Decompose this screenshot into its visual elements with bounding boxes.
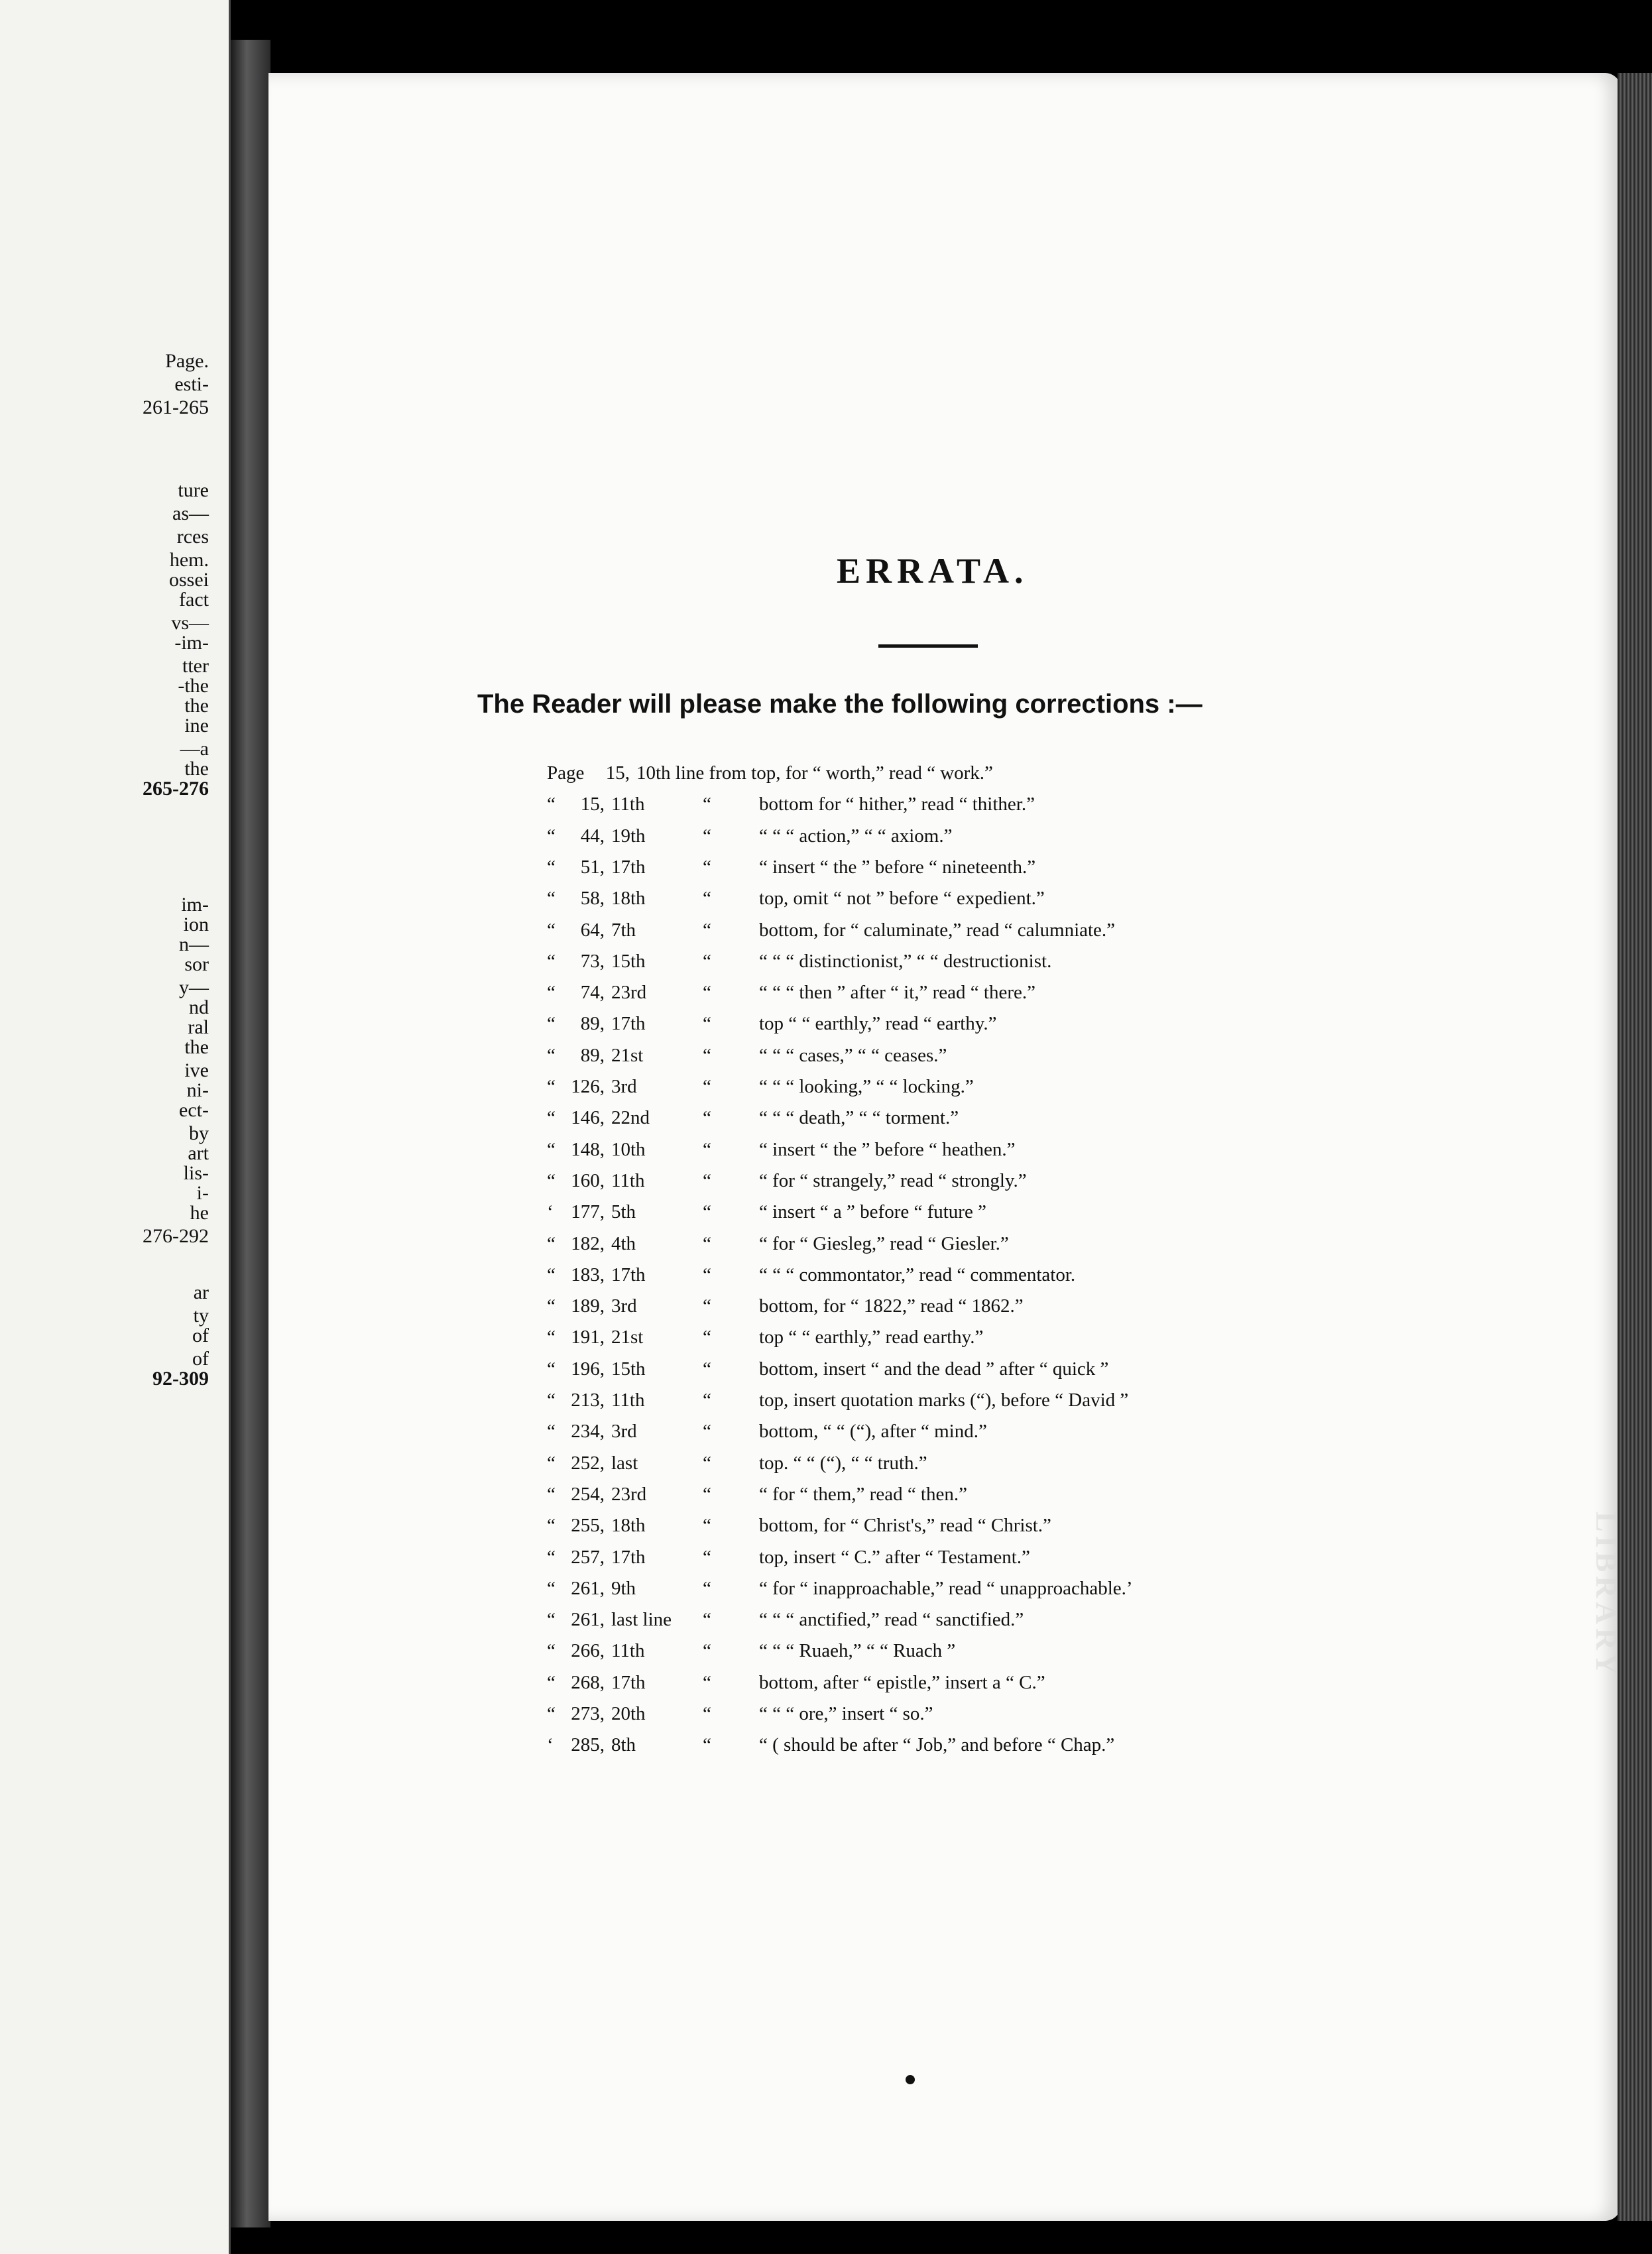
entry-mark: “ <box>547 1170 556 1191</box>
entry-mark: “ <box>547 982 556 1003</box>
left-page-line: -the <box>178 675 209 697</box>
left-page-line: fact <box>179 589 209 611</box>
errata-entry <box>0 794 1392 824</box>
errata-entry <box>0 1139 1392 1169</box>
page-title: ERRATA. <box>837 551 1029 591</box>
errata-entry <box>0 1703 1392 1734</box>
errata-entry <box>0 1264 1392 1295</box>
entry-line-ref: 21st <box>611 1327 644 1348</box>
left-page-line: nd <box>189 996 209 1018</box>
errata-entry <box>0 1201 1392 1232</box>
entry-line-ref: last <box>611 1453 638 1474</box>
entry-page-number: 261, <box>571 1609 605 1630</box>
errata-entry <box>0 1107 1392 1138</box>
errata-entry <box>0 1076 1392 1106</box>
left-page-line: ture <box>178 479 209 501</box>
left-page-line: n— <box>179 933 209 955</box>
entry-page-number: 44, <box>580 825 605 847</box>
errata-entry <box>0 857 1392 887</box>
entry-page-number: 51, <box>580 857 605 878</box>
entry-ditto: “ <box>703 1013 711 1034</box>
entry-correction: “ insert “ the ” before “ nineteenth.” <box>759 857 1036 878</box>
entry-line-ref: 18th <box>611 1515 646 1536</box>
entry-correction: bottom, after “ epistle,” insert a “ C.” <box>759 1672 1045 1693</box>
entry-page-number: 74, <box>580 982 605 1003</box>
errata-entry <box>0 1013 1392 1043</box>
entry-line-ref: 17th <box>611 1672 646 1693</box>
left-page-line: the <box>184 1036 209 1058</box>
entry-line-ref: 11th <box>611 1640 645 1661</box>
left-page-line: ar <box>193 1281 209 1303</box>
entry-mark: “ <box>547 951 556 972</box>
entry-line-ref: last line <box>611 1609 672 1630</box>
entry-ditto: “ <box>703 1295 711 1317</box>
entry-mark: “ <box>547 1640 556 1661</box>
entry-mark: “ <box>547 888 556 909</box>
errata-entry <box>0 1609 1392 1639</box>
entry-page-number: 273, <box>571 1703 605 1724</box>
entry-line-ref: 15th <box>611 1358 646 1380</box>
entry-ditto: “ <box>703 888 711 909</box>
entry-correction: “ for “ Giesleg,” read “ Giesler.” <box>759 1233 1009 1254</box>
entry-correction: “ insert “ the ” before “ heathen.” <box>759 1139 1016 1160</box>
entry-mark: “ <box>547 1264 556 1285</box>
entry-correction: “ “ “ distinctionist,” “ “ destructionist. <box>759 951 1052 972</box>
entry-mark: “ <box>547 1076 556 1097</box>
errata-entry <box>0 1327 1392 1357</box>
entry-correction: top, insert quotation marks (“), before “ David ” <box>759 1390 1129 1411</box>
entry-page-number: 252, <box>571 1453 605 1474</box>
entry-correction: “ “ “ Ruaeh,” “ “ Ruach ” <box>759 1640 956 1661</box>
entry-correction: “ “ “ ore,” insert “ so.” <box>759 1703 933 1724</box>
errata-entry <box>0 1672 1392 1702</box>
entry-ditto: “ <box>703 1672 711 1693</box>
left-page-line: as— <box>172 503 209 524</box>
entry-mark: “ <box>547 794 556 815</box>
entry-correction: bottom for “ hither,” read “ thither.” <box>759 794 1035 815</box>
left-page-line: 276-292 <box>143 1225 209 1247</box>
entry-line-ref: 22nd <box>611 1107 650 1128</box>
errata-entry <box>0 1578 1392 1608</box>
entry-correction: bottom, for “ caluminate,” read “ calumniate.” <box>759 919 1116 941</box>
left-page-line: ty <box>193 1305 209 1327</box>
entry-mark: “ <box>547 919 556 941</box>
entry-ditto: “ <box>703 1609 711 1630</box>
left-page-line: lis- <box>183 1162 209 1184</box>
entry-correction: top “ “ earthly,” read “ earthy.” <box>759 1013 997 1034</box>
entry-page-number: 254, <box>571 1484 605 1505</box>
entry-ditto: “ <box>703 1578 711 1599</box>
left-page-line: the <box>184 695 209 717</box>
entry-line-ref: 18th <box>611 888 646 909</box>
entry-page-number: 191, <box>571 1327 605 1348</box>
left-page-line: ral <box>188 1016 209 1038</box>
entry-ditto: “ <box>703 1076 711 1097</box>
left-page-line: tter <box>182 655 209 677</box>
entry-ditto: “ <box>703 825 711 847</box>
entry-line-ref: 9th <box>611 1578 636 1599</box>
entry-ditto: “ <box>703 1107 711 1128</box>
left-page-line: 261-265 <box>143 396 209 418</box>
errata-entry <box>0 951 1392 981</box>
entry-correction: top, insert “ C.” after “ Testament.” <box>759 1547 1030 1568</box>
errata-entry <box>0 1734 1392 1765</box>
left-page-line: rces <box>176 526 209 548</box>
entry-correction: “ “ “ death,” “ “ torment.” <box>759 1107 959 1128</box>
entry-ditto: “ <box>703 794 711 815</box>
entry-mark: “ <box>547 1045 556 1066</box>
left-page-line: of <box>192 1348 209 1370</box>
entry-correction: top, omit “ not ” before “ expedient.” <box>759 888 1045 909</box>
entry-page-number: 126, <box>571 1076 605 1097</box>
entry-ditto: “ <box>703 982 711 1003</box>
entry-page-number: 189, <box>571 1295 605 1317</box>
entry-line-ref: 4th <box>611 1233 636 1254</box>
entry-mark: “ <box>547 1453 556 1474</box>
entry-page-number: 73, <box>580 951 605 972</box>
entry-mark: “ <box>547 1107 556 1128</box>
errata-entry <box>0 1421 1392 1451</box>
left-page-line: vs— <box>171 612 209 634</box>
entry-line-ref: 23rd <box>611 1484 647 1505</box>
entry-ditto: “ <box>703 1264 711 1285</box>
entry-line-ref: 11th <box>611 794 645 815</box>
entry-page-number: 255, <box>571 1515 605 1536</box>
entry-line-ref: 7th <box>611 919 636 941</box>
entry-ditto: “ <box>703 1390 711 1411</box>
entry-ditto: “ <box>703 919 711 941</box>
entry-page-number: 234, <box>571 1421 605 1442</box>
entry-line-ref: 3rd <box>611 1295 637 1317</box>
entry-mark: “ <box>547 1515 556 1536</box>
left-page-line: im- <box>181 894 209 916</box>
entry-correction: “ insert “ a ” before “ future ” <box>759 1201 986 1222</box>
entry-line-ref: 23rd <box>611 982 647 1003</box>
entry-correction: “ for “ inapproachable,” read “ unapproachable.’ <box>759 1578 1133 1599</box>
left-page-line: —a <box>180 738 209 760</box>
errata-instructions: The Reader will please make the following corrections :— <box>477 689 1203 719</box>
entry-correction: bottom, for “ 1822,” read “ 1862.” <box>759 1295 1024 1317</box>
entry-correction: bottom, for “ Christ's,” read “ Christ.” <box>759 1515 1051 1536</box>
left-page-line: he <box>190 1202 209 1224</box>
errata-entry <box>0 1484 1392 1514</box>
left-page-line: ect- <box>179 1099 209 1121</box>
entry-page-number: 257, <box>571 1547 605 1568</box>
entry-page-number: 196, <box>571 1358 605 1380</box>
entry-page-number: 213, <box>571 1390 605 1411</box>
page-dot-mark <box>906 2075 915 2084</box>
errata-entry <box>0 1358 1392 1389</box>
entry-ditto: “ <box>703 1045 711 1066</box>
entry-ditto: “ <box>703 1703 711 1724</box>
left-page-line: Page. <box>165 350 209 372</box>
entry-correction: “ “ “ cases,” “ “ ceases.” <box>759 1045 947 1066</box>
entry-correction: top. “ “ (“), “ “ truth.” <box>759 1453 927 1474</box>
entry-page-number: 160, <box>571 1170 605 1191</box>
entry-line-ref: 10th <box>611 1139 646 1160</box>
entry-mark: “ <box>547 1358 556 1380</box>
entry-mark: “ <box>547 1421 556 1442</box>
entry-page-number: 148, <box>571 1139 605 1160</box>
entry-correction: “ “ “ looking,” “ “ locking.” <box>759 1076 974 1097</box>
entry-correction: bottom, “ “ (“), after “ mind.” <box>759 1421 987 1442</box>
entry-line-ref: 17th <box>611 1264 646 1285</box>
entry-line-ref: 20th <box>611 1703 646 1724</box>
left-page-line: ossei <box>169 569 209 591</box>
entry-line-ref: 17th <box>611 1547 646 1568</box>
entry-mark: “ <box>547 1390 556 1411</box>
errata-entry <box>0 762 1392 793</box>
entry-ditto: “ <box>703 1201 711 1222</box>
entry-ditto: “ <box>703 1327 711 1348</box>
entry-line-ref: 15th <box>611 951 646 972</box>
entry-ditto: “ <box>703 1484 711 1505</box>
entry-correction: “ “ “ anctified,” read “ sanctified.” <box>759 1609 1024 1630</box>
errata-entry <box>0 1640 1392 1671</box>
entry-mark: “ <box>547 1013 556 1034</box>
entry-line-ref: 19th <box>611 825 646 847</box>
errata-entry <box>0 1045 1392 1075</box>
errata-entry <box>0 982 1392 1012</box>
entry-correction: “ “ “ then ” after “ it,” read “ there.” <box>759 982 1035 1003</box>
left-page-line: 265-276 <box>143 778 209 800</box>
left-page-line: of <box>192 1325 209 1346</box>
left-page-line: i- <box>196 1182 209 1204</box>
errata-entry <box>0 888 1392 918</box>
entry-mark: “ <box>547 857 556 878</box>
entry-page-number: 268, <box>571 1672 605 1693</box>
entry-ditto: “ <box>703 1640 711 1661</box>
entry-mark: “ <box>547 825 556 847</box>
entry-mark: “ <box>547 1327 556 1348</box>
left-page-line: 92-309 <box>152 1368 209 1390</box>
errata-entry <box>0 919 1392 950</box>
entry-page-number: 146, <box>571 1107 605 1128</box>
entry-line-ref: 17th <box>611 1013 646 1034</box>
entry-page-number: 64, <box>580 919 605 941</box>
entry-ditto: “ <box>703 1139 711 1160</box>
errata-entry <box>0 1515 1392 1545</box>
entry-correction: top “ “ earthly,” read earthy.” <box>759 1327 984 1348</box>
entry-page-number: 183, <box>571 1264 605 1285</box>
entry-mark: “ <box>547 1672 556 1693</box>
entry-page-number: 89, <box>580 1013 605 1034</box>
entry-line-ref: 3rd <box>611 1421 637 1442</box>
entry-ditto: “ <box>703 857 711 878</box>
errata-entry <box>0 1390 1392 1420</box>
entry-line-ref: 11th <box>611 1170 645 1191</box>
entry-ditto: “ <box>703 1515 711 1536</box>
left-page-line: ion <box>183 914 209 935</box>
entry-mark: “ <box>547 1233 556 1254</box>
entry-mark: “ <box>547 1609 556 1630</box>
entry-ditto: “ <box>703 1233 711 1254</box>
entry-mark: “ <box>547 1547 556 1568</box>
errata-entry <box>0 1547 1392 1577</box>
library-stamp: LIBRARY <box>1590 1512 1623 1679</box>
left-page-line: sor <box>184 953 209 975</box>
left-page-line: ive <box>184 1059 209 1081</box>
entry-correction: “ for “ strangely,” read “ strongly.” <box>759 1170 1027 1191</box>
entry-line-ref: 3rd <box>611 1076 637 1097</box>
entry-correction: “ for “ them,” read “ then.” <box>759 1484 967 1505</box>
entry-ditto: “ <box>703 1421 711 1442</box>
errata-entry <box>0 1170 1392 1204</box>
entry-mark: “ <box>547 1578 556 1599</box>
entry-page-number: 285, <box>571 1734 605 1755</box>
entry-ditto: “ <box>703 1734 711 1755</box>
entry-page-number: 177, <box>571 1201 605 1222</box>
entry-mark: “ <box>547 1295 556 1317</box>
entry-mark: ‘ <box>547 1734 554 1755</box>
entry-ditto: “ <box>703 1358 711 1380</box>
left-page-line: by <box>189 1122 209 1144</box>
left-page-line: art <box>188 1142 209 1164</box>
left-page-line: esti- <box>174 373 209 395</box>
entry-correction: “ “ “ action,” “ “ axiom.” <box>759 825 953 847</box>
entry-line-ref: 10th line from top, for “ worth,” read “ work.” <box>636 762 993 784</box>
entry-page-number: 15, <box>605 762 630 784</box>
entry-page-number: 182, <box>571 1233 605 1254</box>
entry-line-ref: 17th <box>611 857 646 878</box>
entry-page-number: 261, <box>571 1578 605 1599</box>
entry-page-number: 89, <box>580 1045 605 1066</box>
entry-correction: “ “ “ commontator,” read “ commentator. <box>759 1264 1076 1285</box>
errata-entry <box>0 1295 1392 1326</box>
entry-mark: “ <box>547 1139 556 1160</box>
left-page-line: y— <box>179 977 209 998</box>
entry-correction: bottom, insert “ and the dead ” after “ quick ” <box>759 1358 1109 1380</box>
left-page-line: ni- <box>186 1079 209 1101</box>
entry-ditto: “ <box>703 1547 711 1568</box>
entry-ditto: “ <box>703 951 711 972</box>
left-page-line: the <box>184 758 209 780</box>
entry-correction: “ ( should be after “ Job,” and before “ Chap.” <box>759 1734 1115 1755</box>
entry-mark: Page <box>547 762 585 784</box>
entry-line-ref: 11th <box>611 1390 645 1411</box>
entry-mark: “ <box>547 1484 556 1505</box>
left-page-line: ine <box>184 715 209 737</box>
entry-ditto: “ <box>703 1170 711 1191</box>
errata-entry <box>0 1453 1392 1483</box>
entry-page-number: 15, <box>580 794 605 815</box>
left-page-line: hem. <box>169 549 209 571</box>
errata-entry <box>0 825 1392 856</box>
entry-mark: ‘ <box>547 1201 554 1222</box>
entry-page-number: 266, <box>571 1640 605 1661</box>
entry-line-ref: 21st <box>611 1045 644 1066</box>
entry-line-ref: 5th <box>611 1201 636 1222</box>
entry-mark: “ <box>547 1703 556 1724</box>
errata-entry <box>0 1233 1392 1264</box>
entry-line-ref: 8th <box>611 1734 636 1755</box>
left-page-line: -im- <box>174 632 209 654</box>
title-rule <box>878 644 978 648</box>
entry-ditto: “ <box>703 1453 711 1474</box>
entry-page-number: 58, <box>580 888 605 909</box>
